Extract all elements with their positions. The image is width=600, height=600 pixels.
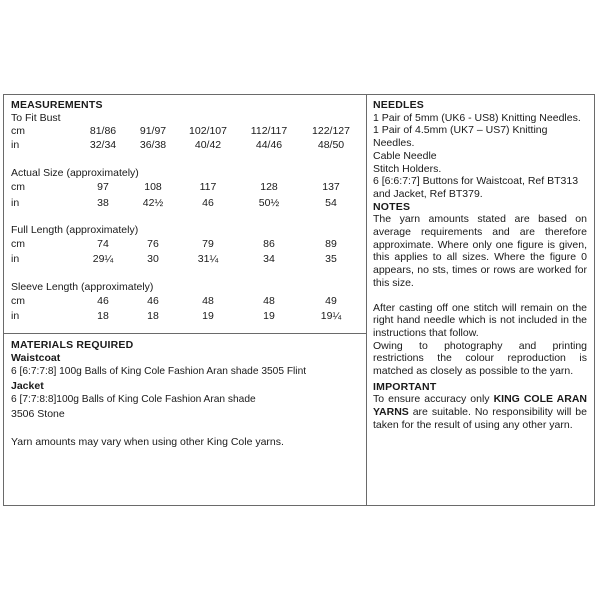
needles-line: 1 Pair of 4.5mm (UK7 – US7) Knitting Needles.: [373, 124, 548, 150]
size-value: 40/42: [194, 139, 222, 151]
size-value: 48: [202, 295, 214, 307]
actual-size-label: Actual Size (approximately): [11, 167, 139, 179]
spacer: [373, 290, 587, 302]
size-value: 54: [325, 197, 337, 209]
sleeve-length-label: Sleeve Length (approximately): [11, 281, 154, 293]
needles-line: 6 [6:6:7:7] Buttons for Waistcoat, Ref BT313 and Jacket, Ref BT379.: [373, 175, 579, 200]
size-value: 32/34: [89, 139, 117, 151]
size-value: 29¼: [92, 253, 114, 265]
notes-heading: NOTES: [373, 200, 411, 213]
size-value: 49: [325, 295, 337, 307]
unit-label: in: [11, 310, 20, 322]
size-value: 31¼: [197, 253, 219, 265]
right-column: [373, 99, 587, 432]
jacket-yarn-line-2: 3506 Stone: [11, 408, 65, 420]
jacket-label: Jacket: [11, 380, 44, 392]
notes-paragraph: The yarn amounts stated are based on average requirements and are therefore approximate. Where only one figure is given, this applies to all sizes. Where the figure 0 appears, no sts, times or rows are worked for this size.: [373, 213, 587, 289]
unit-label: cm: [11, 238, 25, 250]
size-value: 46: [147, 295, 159, 307]
size-value: 122/127: [312, 125, 350, 137]
important-paragraph: [373, 393, 587, 431]
size-value: 76: [147, 238, 159, 250]
size-value: 97: [97, 181, 109, 193]
size-value: 74: [97, 238, 109, 250]
size-value: 42½: [142, 197, 164, 209]
unit-label: cm: [11, 125, 25, 137]
bust-label: To Fit Bust: [11, 112, 61, 124]
size-value: 18: [97, 310, 109, 322]
size-value: 50½: [258, 197, 280, 209]
size-value: 34: [263, 253, 275, 265]
size-value: 89: [325, 238, 337, 250]
important-text: are suitable. No responsibility will be taken for the result of using any other yarn.: [373, 406, 587, 431]
materials-heading: MATERIALS REQUIRED: [11, 339, 134, 351]
full-length-label: Full Length (approximately): [11, 224, 139, 236]
waistcoat-yarn: 6 [6:7:7:8] 100g Balls of King Cole Fashion Aran shade 3505 Flint: [11, 366, 307, 377]
size-value: 19: [263, 310, 275, 322]
size-value: 30: [147, 253, 159, 265]
size-value: 102/107: [189, 125, 227, 137]
size-value: 137: [322, 181, 340, 193]
unit-label: cm: [11, 295, 25, 307]
needles-line: Stitch Holders.: [373, 162, 442, 175]
size-value: 91/97: [139, 125, 167, 137]
size-value: 36/38: [139, 139, 167, 151]
size-value: 19¼: [320, 310, 342, 322]
measurements-heading: MEASUREMENTS: [11, 99, 103, 111]
size-value: 48: [263, 295, 275, 307]
size-value: 48/50: [317, 139, 345, 151]
needles-line: Cable Needle: [373, 149, 437, 162]
size-value: 46: [202, 197, 214, 209]
notes-paragraph: After casting off one stitch will remain on the right hand needle which is not included in the instructions that follow.: [373, 301, 587, 339]
brand-name: KING COLE ARAN YARNS: [373, 393, 587, 419]
section-divider: [3, 333, 367, 334]
size-value: 128: [260, 181, 278, 193]
unit-label: in: [11, 139, 20, 151]
size-value: 79: [202, 238, 214, 250]
size-value: 35: [325, 253, 337, 265]
column-divider: [366, 94, 367, 506]
size-value: 81/86: [89, 125, 117, 137]
needles-heading: NEEDLES: [373, 99, 424, 111]
size-value: 112/117: [250, 125, 288, 137]
unit-label: in: [11, 197, 20, 209]
size-value: 46: [97, 295, 109, 307]
size-value: 117: [199, 181, 217, 193]
size-value: 86: [263, 238, 275, 250]
notes-paragraph: Owing to photography and printing restrictions the colour reproduction is matched as closely as possible to the yarn.: [373, 339, 587, 378]
unit-label: in: [11, 253, 20, 265]
size-value: 44/46: [255, 139, 283, 151]
important-text: To ensure accuracy only: [373, 393, 494, 406]
important-heading: IMPORTANT: [373, 380, 437, 393]
waistcoat-label: Waistcoat: [11, 352, 61, 364]
size-value: 19: [202, 310, 214, 322]
jacket-yarn-line-1: 6 [7:7:8:8]100g Balls of King Cole Fashion Aran shade: [11, 394, 256, 405]
size-value: 38: [97, 197, 109, 209]
yarn-note: Yarn amounts may vary when using other King Cole yarns.: [11, 436, 284, 448]
needles-line: 1 Pair of 5mm (UK6 - US8) Knitting Needles.: [373, 111, 581, 124]
unit-label: cm: [11, 181, 25, 193]
size-value: 18: [147, 310, 159, 322]
size-value: 108: [144, 181, 162, 193]
